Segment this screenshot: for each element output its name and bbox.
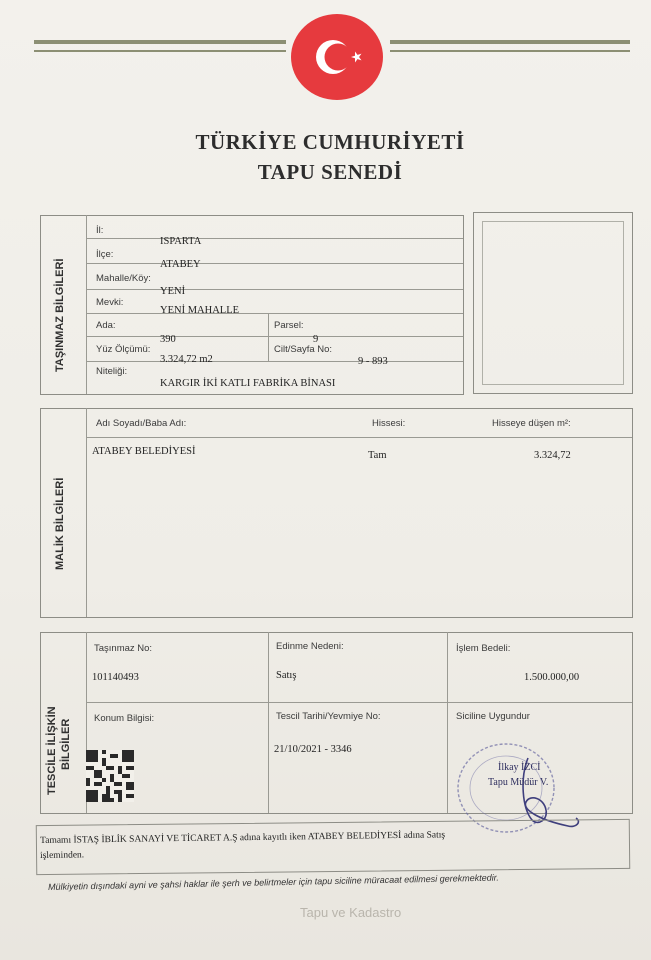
ilce-label: İlçe: [96, 249, 114, 260]
malik-share: Tam [368, 450, 387, 461]
officer-name: İlkay İZCİ [498, 762, 541, 773]
ada-label: Ada: [96, 320, 116, 331]
cilt-sayfa-label: Cilt/Sayfa No: [274, 344, 333, 355]
malik-name: ATABEY BELEDİYESİ [92, 446, 196, 457]
mevki-value: YENİ MAHALLE [160, 305, 240, 316]
islem-bedeli-label: İşlem Bedeli: [456, 643, 511, 654]
header-stripe-right-thin [390, 50, 630, 52]
malik-col-name: Adı Soyadı/Baba Adı: [96, 418, 187, 429]
yuz-olcumu-value: 3.324,72 m2 [160, 354, 213, 365]
tasinmaz-no-value: 101140493 [92, 672, 139, 683]
il-label: İl: [96, 225, 104, 236]
qr-code-icon [86, 750, 134, 802]
islem-bedeli-value: 1.500.000,00 [524, 672, 580, 683]
photo-placeholder [482, 221, 624, 385]
tescil-tarihi-value: 21/10/2021 - 3346 [274, 744, 352, 755]
nitelik-value: KARGIR İKİ KATLI FABRİKA BİNASI [160, 378, 336, 389]
header-stripe-left-thin [34, 50, 286, 52]
tescil-tarihi-label: Tescil Tarihi/Yevmiye No: [276, 711, 381, 722]
tasinmaz-section-label: TAŞINMAZ BİLGİLERİ [54, 258, 66, 372]
yuz-olcumu-label: Yüz Ölçümü: [96, 344, 151, 355]
photo-frame [473, 212, 633, 394]
parsel-label: Parsel: [274, 320, 304, 331]
malik-col-area: Hisseye düşen m²: [492, 418, 571, 429]
malik-col-share: Hissesi: [372, 418, 406, 429]
footer-disclaimer: Mülkiyetin dışındaki ayni ve şahsi haklar ile şerh ve belirtmeler için tapu siciline müracaat edilmesi gerekmektedir. [48, 872, 499, 892]
mahalle-label: Mahalle/Köy: [96, 273, 151, 284]
note-line2: işleminden. [40, 850, 85, 861]
tescil-section-label-1: TESCİLE İLİŞKİN [46, 706, 58, 795]
note-box [36, 819, 630, 875]
mevki-label: Mevki: [96, 297, 124, 308]
edinme-nedeni-value: Satış [276, 670, 297, 681]
nitelik-label: Niteliği: [96, 366, 128, 377]
konum-bilgisi-label: Konum Bilgisi: [94, 713, 155, 724]
parsel-value: 9 [313, 334, 319, 345]
document-title-line1: TÜRKİYE CUMHURİYETİ [195, 130, 465, 154]
officer-title: Tapu Müdür V. [488, 777, 549, 788]
sicil-uygun-label: Siciline Uygundur [456, 711, 530, 722]
mahalle-value: YENİ [160, 286, 186, 297]
ada-value: 390 [160, 334, 176, 345]
malik-section [40, 408, 633, 618]
header-stripe-left [34, 40, 286, 44]
note-line1: Tamamı İSTAŞ İBLİK SANAYİ VE TİCARET A.Ş adına kayıtlı iken ATABEY BELEDİYESİ adına Satış [40, 830, 446, 846]
header-stripe-right [390, 40, 630, 44]
cilt-sayfa-value: 9 - 893 [358, 356, 388, 367]
turkish-flag-emblem-icon [291, 14, 383, 100]
malik-area: 3.324,72 [534, 450, 571, 461]
tasinmaz-no-label: Taşınmaz No: [94, 643, 153, 654]
document-title-line2: TAPU SENEDİ [257, 160, 403, 184]
il-value: ISPARTA [160, 236, 202, 247]
malik-section-label: MALİK BİLGİLERİ [54, 477, 66, 570]
tescil-section-label-2: BİLGİLER [60, 718, 72, 770]
edinme-nedeni-label: Edinme Nedeni: [276, 641, 344, 652]
ilce-value: ATABEY [160, 259, 201, 270]
watermark-text: Tapu ve Kadastro [300, 905, 402, 920]
